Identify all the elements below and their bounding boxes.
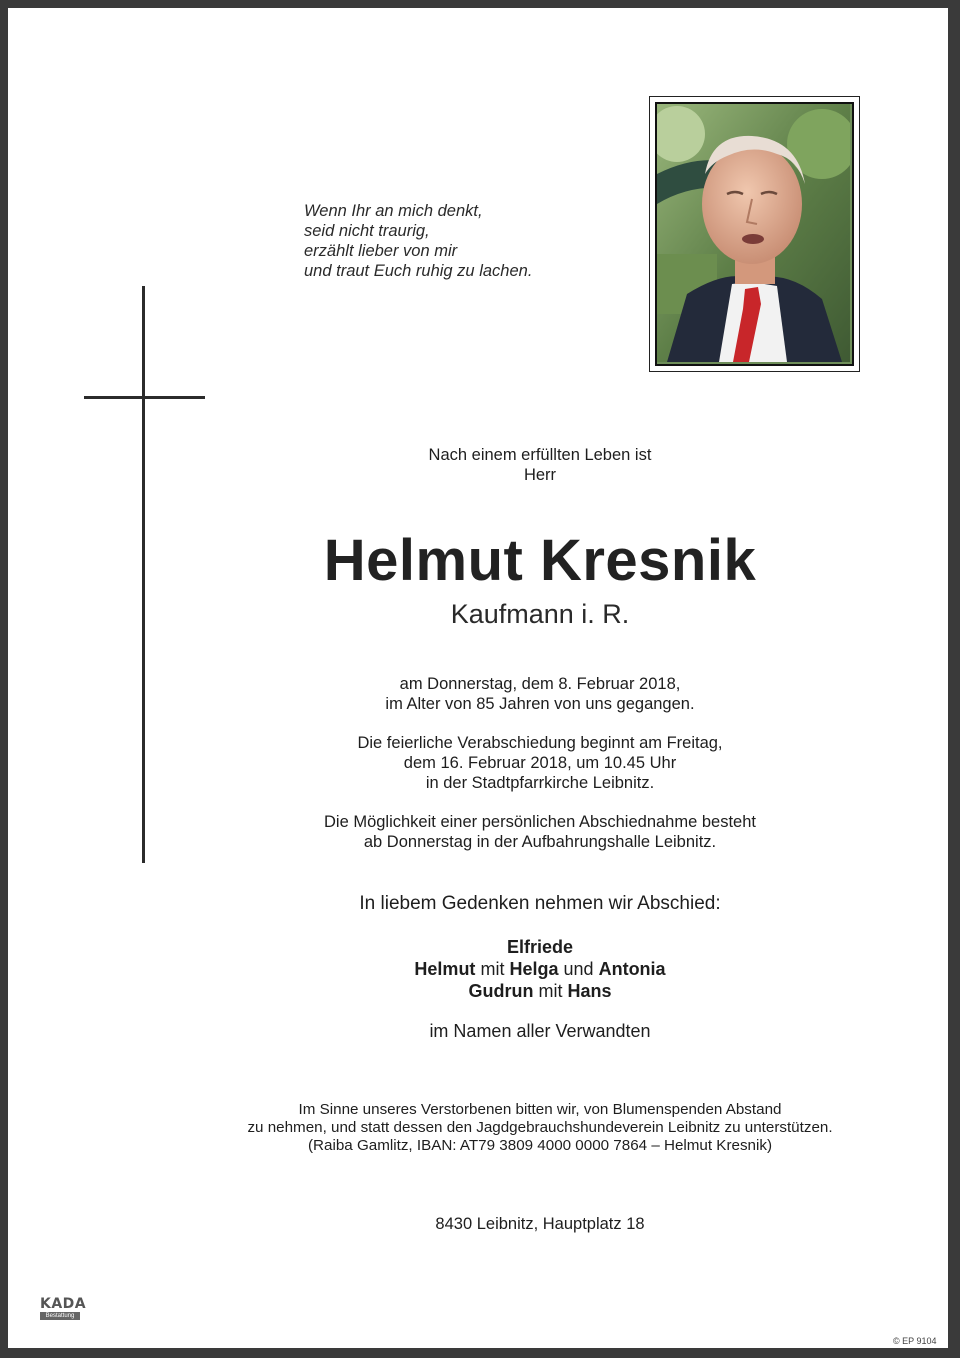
ceremony-line: dem 16. Februar 2018, um 10.45 Uhr — [403, 754, 677, 772]
poem-line: und traut Euch ruhig zu lachen. — [304, 262, 533, 280]
family-name: Helga — [509, 959, 559, 979]
ceremony-line: in der Stadtpfarrkirche Leibnitz. — [425, 774, 655, 792]
viewing-line: ab Donnerstag in der Aufbahrungshalle Leibnitz. — [363, 833, 717, 851]
deceased-title: Kaufmann i. R. — [450, 599, 630, 629]
portrait-illustration — [657, 104, 850, 362]
logo-mark: KADA — [40, 1296, 87, 1312]
relatives-note: im Namen aller Verwandten — [429, 1021, 651, 1041]
viewing-line: Die Möglichkeit einer persönlichen Abschiednahme besteht — [323, 813, 756, 831]
donation-line: zu nehmen, und statt dessen den Jagdgebrauchshundeverein Leibnitz zu unterstützen. — [247, 1119, 833, 1136]
address: 8430 Leibnitz, Hauptplatz 18 — [435, 1215, 645, 1233]
family-name: Hans — [567, 981, 612, 1001]
family-name: Gudrun — [468, 981, 534, 1001]
family-list — [200, 936, 880, 1002]
intro-line: Herr — [523, 466, 557, 484]
death-line: am Donnerstag, dem 8. Februar 2018, — [399, 675, 681, 693]
donation-note — [160, 1101, 920, 1155]
portrait-photo — [655, 102, 854, 366]
donation-line: Im Sinne unseres Verstorbenen bitten wir, von Blumenspenden Abstand — [298, 1101, 782, 1118]
farewell-heading: In liebem Gedenken nehmen wir Abschied: — [359, 893, 721, 914]
intro-line: Nach einem erfüllten Leben ist — [428, 446, 652, 464]
death-line: im Alter von 85 Jahren von uns gegangen. — [385, 695, 695, 713]
donation-line: (Raiba Gamlitz, IBAN: AT79 3809 4000 0000 7864 – Helmut Kresnik) — [307, 1137, 773, 1154]
cross-vertical-bar — [142, 286, 145, 863]
connector-word: mit — [538, 981, 563, 1001]
connector-word: und — [563, 959, 594, 979]
poem-line: seid nicht traurig, — [304, 222, 430, 240]
logo-subtitle: Bestattung — [40, 1312, 80, 1320]
death-notice — [200, 674, 880, 714]
cross-horizontal-bar — [84, 396, 205, 399]
family-name: Elfriede — [506, 937, 574, 957]
family-row — [200, 958, 880, 980]
intro-text — [200, 445, 880, 485]
connector-word: mit — [480, 959, 505, 979]
ceremony-notice — [200, 733, 880, 793]
family-row — [200, 936, 880, 958]
poem-line: Wenn Ihr an mich denkt, — [304, 202, 483, 220]
family-name: Helmut — [414, 959, 476, 979]
portrait-frame — [649, 96, 860, 372]
family-row — [200, 980, 880, 1002]
poem-line: erzählt lieber von mir — [304, 242, 458, 260]
funeral-home-logo — [40, 1296, 87, 1320]
ceremony-line: Die feierliche Verabschiedung beginnt am Freitag, — [357, 734, 723, 752]
poem — [304, 201, 532, 281]
print-code: © EP 9104 — [893, 1336, 937, 1346]
deceased-name: Helmut Kresnik — [323, 528, 757, 593]
viewing-notice — [200, 812, 880, 852]
family-name: Antonia — [598, 959, 666, 979]
